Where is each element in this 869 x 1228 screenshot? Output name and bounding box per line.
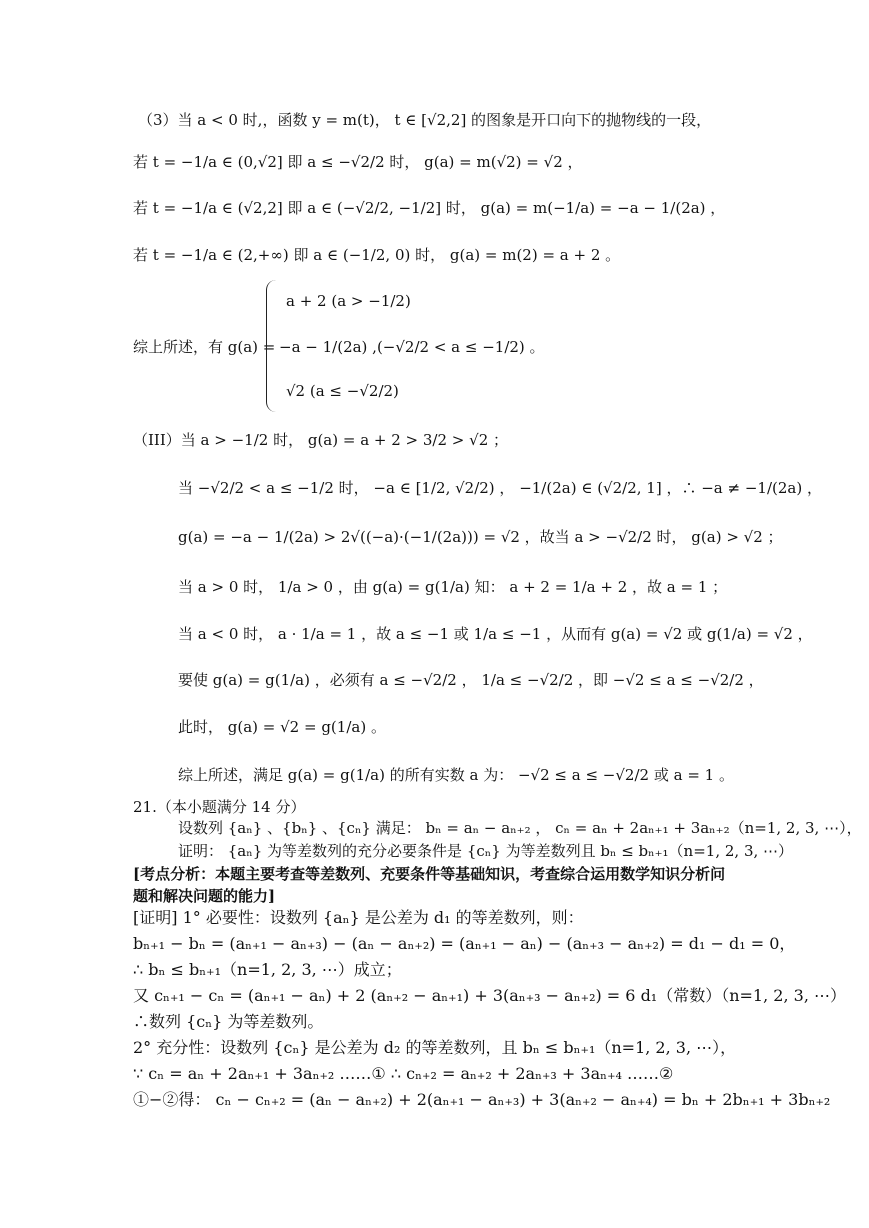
text-line-iii-4: 当 a > 0 时， 1/a > 0 ，由 g(a) = g(1/a) 知： a + 2 = 1/a + 2 ，故 a = 1 ； xyxy=(178,578,728,596)
piecewise-brace xyxy=(266,280,277,412)
text-line-iii-2: 当 −√2/2 < a ≤ −1/2 时， −a ∈ [1/2, √2/2) ， −1/(2a) ∈ (√2/2, 1] ，∴ −a ≠ −1/(2a) ， xyxy=(178,479,822,497)
proof-step-subtract: ①−②得： cₙ − cₙ₊₂ = (aₙ − aₙ₊₂) + 2(aₙ₊₁ − aₙ₊₃) + 3(aₙ₊₂ − aₙ₊₄) = bₙ + 2bₙ₊₁ + 3bₙ₊₂ xyxy=(133,1090,831,1109)
text-line-iii-7: 此时， g(a) = √2 = g(1/a) 。 xyxy=(178,718,386,736)
text-line-iii-3: g(a) = −a − 1/(2a) > 2√((−a)·(−1/(2a))) = √2 ，故当 a > −√2/2 时， g(a) > √2 ； xyxy=(178,528,783,546)
proof-step-eq-1-2: ∵ cₙ = aₙ + 2aₙ₊₁ + 3aₙ₊₂ ……① ∴ cₙ₊₂ = aₙ₊₂ + 2aₙ₊₃ + 3aₙ₊₄ ……② xyxy=(133,1064,674,1083)
text-line-part3-intro: （3）当 a < 0 时,，函数 y = m(t)， t ∈ [√2,2] 的图象是开口向下的抛物线的一段， xyxy=(138,111,712,129)
problem-21-header: 21.（本小题满分 14 分） xyxy=(133,798,306,816)
piecewise-row-2: −a − 1/(2a) ,(−√2/2 < a ≤ −1/2) 。 xyxy=(279,338,545,356)
text-line-summary-label: 综上所述，有 g(a) = xyxy=(133,338,276,356)
text-line-part-iii: （III）当 a > −1/2 时， g(a) = a + 2 > 3/2 > √2 ； xyxy=(133,431,509,449)
problem-21-prove: 证明： {aₙ} 为等差数列的充分必要条件是 {cₙ} 为等差数列且 bₙ ≤ bₙ₊₁（n=1, 2, 3, ⋯） xyxy=(178,842,794,860)
proof-step-bn-holds: ∴ bₙ ≤ bₙ₊₁（n=1, 2, 3, ⋯）成立； xyxy=(133,960,402,979)
proof-necessity-intro: [证明] 1° 必要性：设数列 {aₙ} 是公差为 d₁ 的等差数列，则： xyxy=(133,908,584,927)
text-line-iii-6: 要使 g(a) = g(1/a) ，必须有 a ≤ −√2/2 ， 1/a ≤ −√2/2 ，即 −√2 ≤ a ≤ −√2/2 ， xyxy=(178,671,764,689)
text-line-case-3: 若 t = −1/a ∈ (2,+∞) 即 a ∈ (−1/2, 0) 时， g(a) = m(2) = a + 2 。 xyxy=(133,246,621,264)
proof-step-cn-arith: ∴数列 {cₙ} 为等差数列。 xyxy=(133,1012,324,1031)
proof-step-cn-diff: 又 cₙ₊₁ − cₙ = (aₙ₊₁ − aₙ) + 2 (aₙ₊₂ − aₙ₊₁) + 3(aₙ₊₃ − aₙ₊₂) = 6 d₁（常数）（n=1, 2, 3, ⋯） xyxy=(133,986,846,1005)
text-line-case-2: 若 t = −1/a ∈ (√2,2] 即 a ∈ (−√2/2, −1/2] 时， g(a) = m(−1/a) = −a − 1/(2a) ， xyxy=(133,199,726,217)
text-line-iii-conclusion: 综上所述，满足 g(a) = g(1/a) 的所有实数 a 为： −√2 ≤ a ≤ −√2/2 或 a = 1 。 xyxy=(178,766,734,784)
text-line-case-1: 若 t = −1/a ∈ (0,√2] 即 a ≤ −√2/2 时， g(a) = m(√2) = √2 ， xyxy=(133,153,583,171)
analysis-line-2: 题和解决问题的能力] xyxy=(133,887,276,905)
proof-sufficiency-intro: 2° 充分性：设数列 {cₙ} 是公差为 d₂ 的等差数列，且 bₙ ≤ bₙ₊₁（n=1, 2, 3, ⋯）， xyxy=(133,1038,737,1057)
proof-step-bn-diff: bₙ₊₁ − bₙ = (aₙ₊₁ − aₙ₊₃) − (aₙ − aₙ₊₂) = (aₙ₊₁ − aₙ) − (aₙ₊₃ − aₙ₊₂) = d₁ − d₁ = 0， xyxy=(133,934,796,953)
analysis-line-1: [考点分析：本题主要考查等差数列、充要条件等基础知识，考查综合运用数学知识分析问 xyxy=(133,865,726,883)
piecewise-row-1: a + 2 (a > −1/2) xyxy=(286,292,411,310)
problem-21-given: 设数列 {aₙ} 、{bₙ} 、{cₙ} 满足： bₙ = aₙ − aₙ₊₂ ， cₙ = aₙ + 2aₙ₊₁ + 3aₙ₊₂（n=1, 2, 3, ⋯）， xyxy=(178,819,862,837)
text-line-iii-5: 当 a < 0 时， a · 1/a = 1 ，故 a ≤ −1 或 1/a ≤ −1 ，从而有 g(a) = √2 或 g(1/a) = √2 ， xyxy=(178,625,813,643)
piecewise-row-3: √2 (a ≤ −√2/2) xyxy=(286,382,399,400)
